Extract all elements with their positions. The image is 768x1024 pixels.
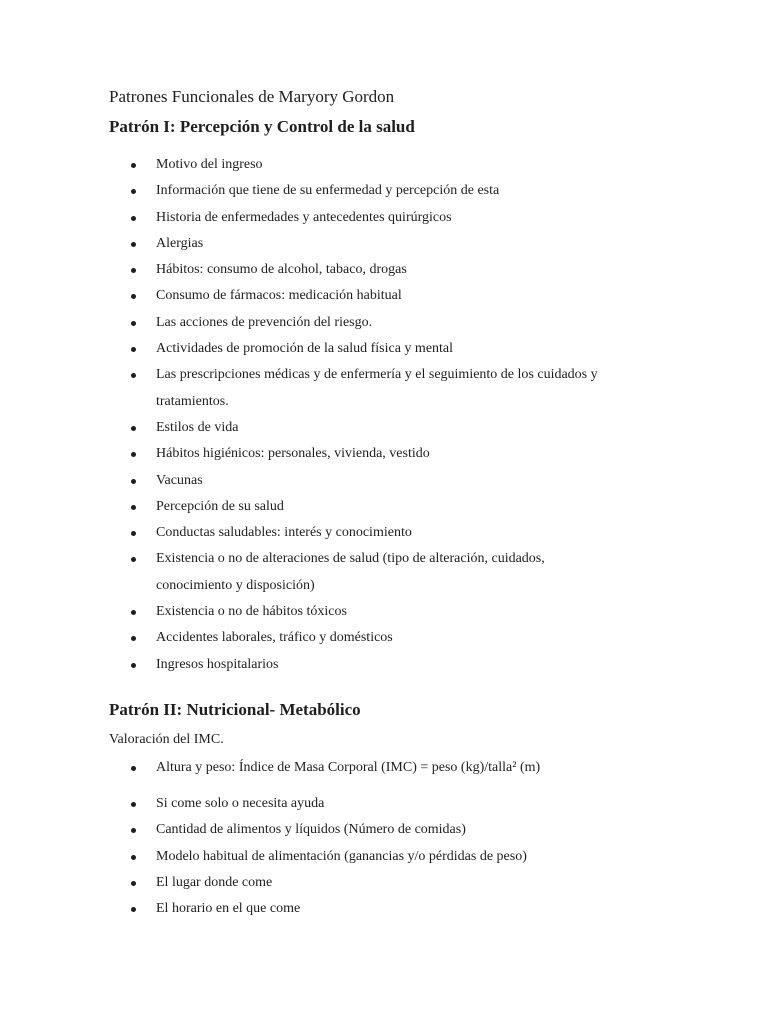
list-item-continuation: tratamientos. [156, 393, 229, 409]
list-item: Vacunas [0, 468, 768, 494]
list-item: Estilos de vida [0, 415, 768, 441]
list-item: Las acciones de prevención del riesgo. [0, 310, 768, 336]
list-item: Las prescripciones médicas y de enfermería y el seguimiento de los cuidados y [0, 362, 768, 388]
list-item: Actividades de promoción de la salud física y mental [0, 336, 768, 362]
list-item: El horario en el que come [0, 896, 768, 922]
list-item: Hábitos higiénicos: personales, vivienda, vestido [0, 441, 768, 467]
list-item: Información que tiene de su enfermedad y percepción de esta [0, 178, 768, 204]
bullet-list-patron-2a [0, 755, 768, 781]
list-item: Conductas saludables: interés y conocimiento [0, 520, 768, 546]
document-title: Patrones Funcionales de Maryory Gordon [109, 87, 395, 106]
list-item: Altura y peso: Índice de Masa Corporal (IMC) = peso (kg)/talla² (m) [0, 755, 768, 781]
list-item: Si come solo o necesita ayuda [0, 791, 768, 817]
list-item: Existencia o no de hábitos tóxicos [0, 599, 768, 625]
list-item: Existencia o no de alteraciones de salud (tipo de alteración, cuidados, [0, 546, 768, 572]
list-item: Cantidad de alimentos y líquidos (Número de comidas) [0, 817, 768, 843]
bullet-list-patron-2b [0, 791, 768, 922]
intro-paragraph: Valoración del IMC. [109, 732, 224, 747]
list-item: Motivo del ingreso [0, 152, 768, 178]
list-item: Historia de enfermedades y antecedentes quirúrgicos [0, 205, 768, 231]
list-item: Percepción de su salud [0, 494, 768, 520]
list-item: Consumo de fármacos: medicación habitual [0, 283, 768, 309]
list-item: Hábitos: consumo de alcohol, tabaco, drogas [0, 257, 768, 283]
list-item: Ingresos hospitalarios [0, 652, 768, 678]
bullet-list-patron-1 [0, 152, 768, 678]
list-item: Accidentes laborales, tráfico y domésticos [0, 625, 768, 651]
list-item: Modelo habitual de alimentación (ganancias y/o pérdidas de peso) [0, 844, 768, 870]
section-heading-patron-2: Patrón II: Nutricional- Metabólico [109, 700, 361, 719]
list-item: El lugar donde come [0, 870, 768, 896]
list-item: Alergias [0, 231, 768, 257]
list-item-continuation: conocimiento y disposición) [156, 577, 315, 593]
section-heading-patron-1: Patrón I: Percepción y Control de la salud [109, 117, 415, 136]
